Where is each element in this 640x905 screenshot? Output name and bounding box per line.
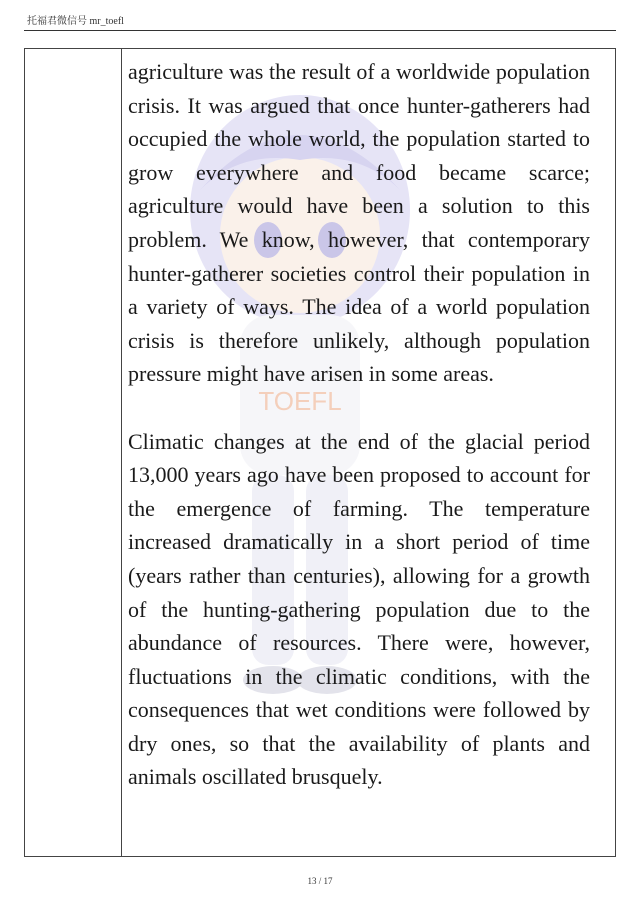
watermark-label: TOEFL xyxy=(258,386,342,416)
column-divider xyxy=(121,49,122,856)
paragraph: Climatic changes at the end of the glacial period 13,000 years ago have been proposed to account for the emergence of farming. The temperature increased dramatically in a short period of time (years rather than centuries), allowing for a growth of the hunting-gathering population due to the abundance of resources. There were, however, fluctuations in the climatic conditions, with the consequences that wet conditions were followed by dry ones, so that the availability of plants and animals oscillated brusquely. xyxy=(128,428,590,790)
page-number: 13 / 17 xyxy=(307,876,333,886)
paragraph: agriculture was the result of a worldwide population crisis. It was argued that once hunter-gatherers had occupied the whole world, the population started to grow everywhere and food became scarce; agriculture would have been a solution to this problem. We know, however, that contemporary hunter-gatherer societies control their population in a variety of ways. The idea of a world population crisis is therefore unlikely, although population pressure might have arisen in some areas. xyxy=(128,59,590,387)
passage-text xyxy=(128,55,590,794)
content-table xyxy=(24,48,616,857)
left-column-cell xyxy=(25,49,121,856)
header-divider xyxy=(24,30,616,31)
header-text: 托福君微信号 mr_toefl xyxy=(27,16,124,27)
page-header xyxy=(27,12,613,27)
